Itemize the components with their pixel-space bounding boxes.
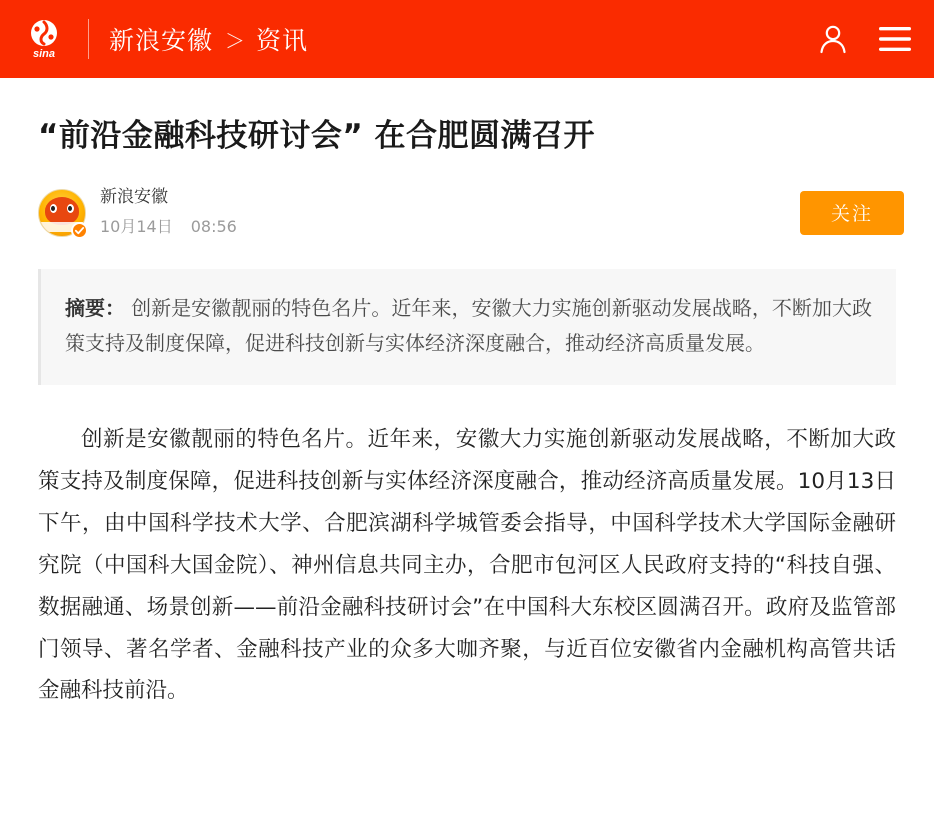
sina-logo[interactable] [0,0,88,78]
publish-time: 08:56 [190,217,237,237]
article-container [0,114,934,712]
avatar[interactable] [38,189,86,237]
top-navigation-bar [0,0,934,78]
article-summary [38,269,896,385]
summary-text: 创新是安徽靓丽的特色名片。近年来，安徽大力实施创新驱动发展战略，不断加大政策支持及制度保障，促进科技创新与实体经济深度融合，推动经济高质量发展。 [65,295,873,355]
breadcrumb-section[interactable]: 资讯 [256,26,309,55]
publish-date: 10月14日 [100,217,173,237]
avatar-eye-left [50,204,57,213]
sina-logo-icon [15,17,73,61]
breadcrumb [109,21,308,57]
avatar-face [45,197,79,225]
summary-label: 摘要： [65,295,126,320]
topbar-actions [818,23,912,55]
user-icon[interactable] [818,23,848,55]
author-name[interactable]: 新浪安徽 [100,187,168,208]
breadcrumb-site[interactable]: 新浪安徽 [109,26,214,55]
avatar-eye-right [67,204,74,213]
page-title: “前沿金融科技研讨会” 在合肥圆满召开 [38,118,596,154]
dateline [100,214,237,240]
article-body: 创新是安徽靓丽的特色名片。近年来，安徽大力实施创新驱动发展战略，不断加大政策支持及制度保障，促进科技创新与实体经济深度融合，推动经济高质量发展。10月13日下午，由中国科学技术大学、合肥滨湖科学城管委会指导，中国科学技术大学国际金融研究院（中国科大国金院）、神州信息共同主办，合肥市包河区人民政府支持的“科技自强、数据融通、场景创新——前沿金融科技研讨会”在中国科大东校区圆满召开。政府及监管部门领导、著名学者、金融科技产业的众多大咖齐聚，与近百位安徽省内金融机构高管共话金融科技前沿。 [38,426,896,704]
breadcrumb-separator-icon: ＞ [225,28,247,53]
hamburger-menu-icon[interactable] [878,26,912,52]
meta-texts [100,186,237,239]
verified-badge-icon [71,222,88,239]
nav-divider [88,19,89,59]
follow-button[interactable]: 关注 [800,191,904,235]
article-meta-row [38,185,904,241]
svg-text:sina: sina [32,48,56,60]
